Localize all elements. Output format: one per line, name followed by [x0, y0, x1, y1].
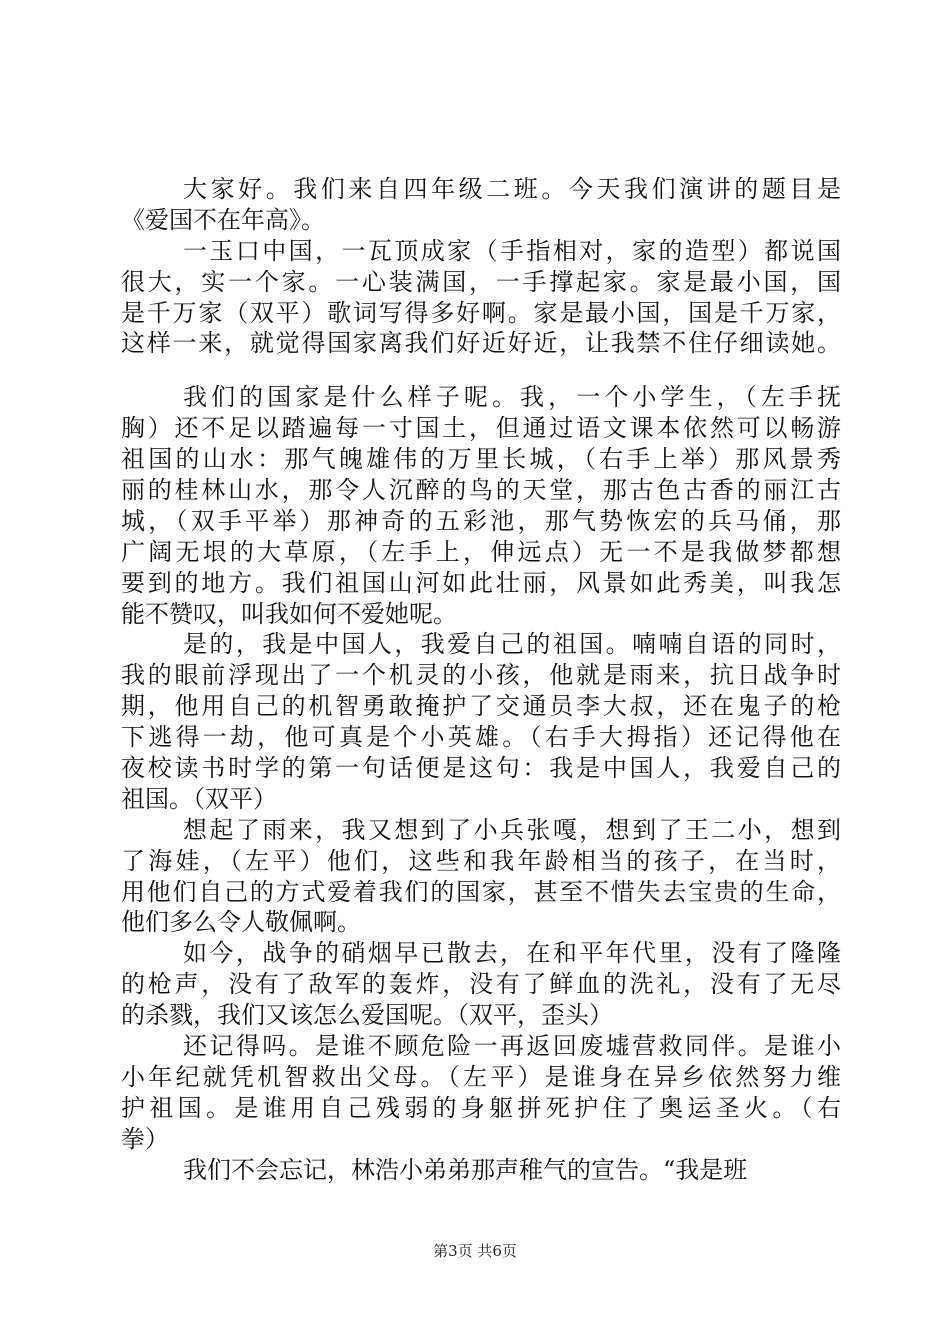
text-line: 祖国。（双平） [121, 784, 277, 813]
text-line: 的枪声，没有了敌军的轰炸，没有了鲜血的洗礼，没有了无尽 [121, 970, 841, 999]
text-line: 护祖国。是谁用自己残弱的身躯拼死护住了奥运圣火。（右 [121, 1093, 841, 1122]
text-line: 的杀戮，我们又该怎么爱国呢。（双平，歪头） [121, 1001, 613, 1030]
text-line: 夜校读书时学的第一句话便是这句：我是中国人，我爱自己的 [121, 754, 841, 783]
text-line: 胸）还不足以踏遍每一寸国土，但通过语文课本依然可以畅游 [121, 414, 841, 443]
text-line: 小年纪就凭机智救出父母。（左平）是谁身在异乡依然努力维 [121, 1062, 841, 1091]
paragraph-gap [121, 359, 841, 382]
text-line: 拳） [121, 1124, 169, 1153]
text-line: 大家好。我们来自四年级二班。今天我们演讲的题目是 [183, 175, 841, 203]
speech-body [121, 174, 841, 1186]
text-line: 如今，战争的硝烟早已散去，在和平年代里，没有了隆隆 [183, 939, 841, 968]
text-line: 我们的国家是什么样子呢。我，一个小学生，（左手抚 [183, 383, 841, 412]
text-line: 丽的桂林山水，那令人沉醉的鸟的天堂，那古色古香的丽江古 [121, 476, 841, 505]
text-line: 祖国的山水：那气魄雄伟的万里长城，（右手上举）那风景秀 [121, 445, 841, 474]
page-footer: 第3页 共6页 [433, 1242, 517, 1260]
text-line: 是千万家（双平）歌词写得多好啊。家是最小国，国是千万家， [121, 298, 841, 327]
text-line: 城，（双手平举）那神奇的五彩池，那气势恢宏的兵马俑，那 [121, 506, 841, 535]
text-line: 了海娃，（左平）他们，这些和我年龄相当的孩子，在当时， [121, 846, 841, 875]
text-line: 期，他用自己的机智勇敢掩护了交通员李大叔，还在鬼子的枪 [121, 692, 841, 721]
text-line: 我的眼前浮现出了一个机灵的小孩，他就是雨来，抗日战争时 [121, 661, 841, 690]
text-line: 用他们自己的方式爱着我们的国家，甚至不惜失去宝贵的生命， [121, 877, 841, 906]
text-line: 广阔无垠的大草原，（左手上，伸远点）无一不是我做梦都想 [121, 537, 841, 566]
text-line: 一玉口中国，一瓦顶成家（手指相对，家的造型）都说国 [183, 236, 841, 265]
text-line: 下逃得一劫，他可真是个小英雄。（右手大拇指）还记得他在 [121, 723, 841, 752]
text-line: 还记得吗。是谁不顾危险一再返回废墟营救同伴。是谁小 [183, 1032, 841, 1061]
text-line: 他们多么令人敬佩啊。 [121, 908, 361, 937]
text-line: 要到的地方。我们祖国山河如此壮丽，风景如此秀美，叫我怎 [121, 568, 841, 597]
text-line: 很大，实一个家。一心装满国，一手撑起家。家是最小国，国 [121, 267, 841, 296]
text-line: 我们不会忘记，林浩小弟弟那声稚气的宣告。“我是班 [183, 1155, 748, 1184]
text-line: 是的，我是中国人，我爱自己的祖国。喃喃自语的同时， [183, 630, 841, 659]
text-line: 想起了雨来，我又想到了小兵张嘎，想到了王二小，想到 [183, 815, 841, 844]
text-line: 能不赞叹，叫我如何不爱她呢。 [121, 599, 457, 628]
text-line: 这样一来，就觉得国家离我们好近好近，让我禁不住仔细读她。 [121, 329, 841, 358]
text-line: 《爱国不在年高》。 [121, 205, 325, 234]
